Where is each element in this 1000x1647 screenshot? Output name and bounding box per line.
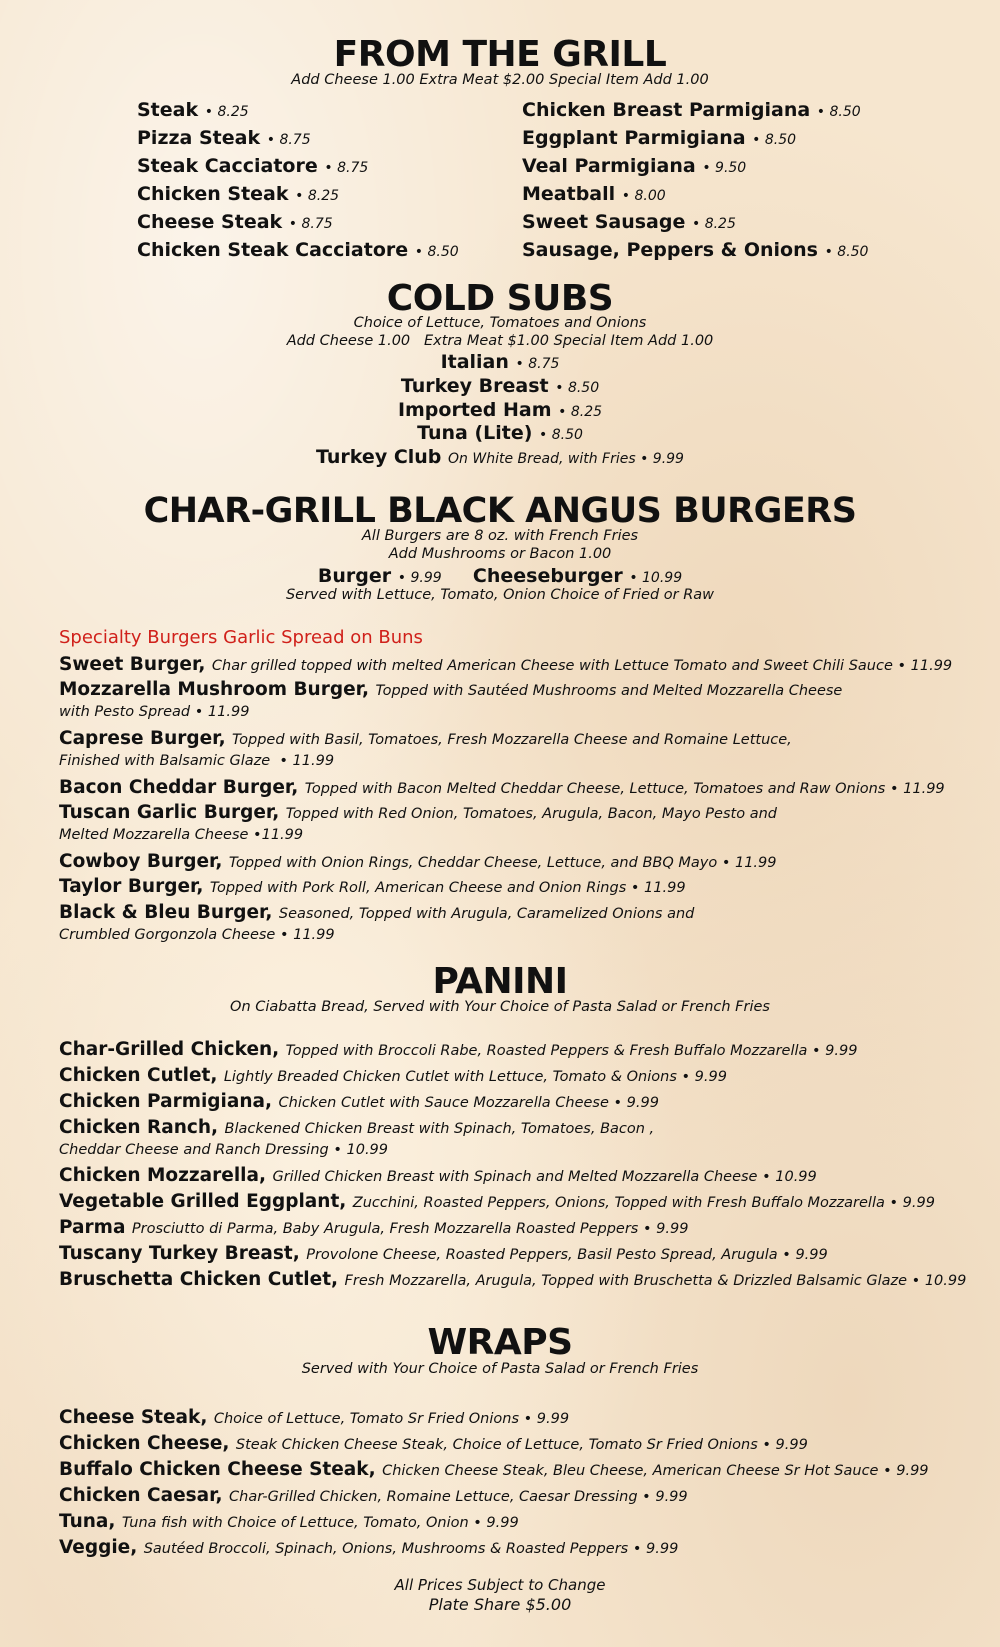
item-name: Sweet Burger, xyxy=(59,654,206,675)
item-name: Sausage, Peppers & Onions xyxy=(522,239,818,261)
item-description: Steak Chicken Cheese Steak, Choice of Lettuce, Tomato Sr Fried Onions • 9.99 xyxy=(235,1437,808,1453)
list-item xyxy=(59,1459,959,1485)
item-name: Black & Bleu Burger, xyxy=(59,902,273,923)
item-description: Char grilled topped with melted American Cheese with Lettuce Tomato and Sweet Chili Sauce • 11.99 xyxy=(211,658,953,674)
item-description: On White Bread, with Fries • 9.99 xyxy=(448,451,684,467)
item-name: Turkey Breast xyxy=(400,375,549,397)
list-item xyxy=(59,851,959,876)
item-price: • 8.50 xyxy=(824,244,869,260)
item-price: • 8.25 xyxy=(691,216,736,232)
item-name: Pizza Steak xyxy=(137,127,261,149)
wraps-title: WRAPS xyxy=(427,1322,573,1363)
list-item xyxy=(59,1217,959,1243)
item-description: Chicken Cutlet with Sauce Mozzarella Cheese • 9.99 xyxy=(278,1095,659,1111)
menu-item xyxy=(0,351,1000,373)
list-item xyxy=(59,1243,959,1269)
menu-item xyxy=(137,155,459,183)
item-name: Bruschetta Chicken Cutlet, xyxy=(59,1269,339,1290)
item-price: • 9.99 xyxy=(397,570,442,586)
burgers-title: CHAR-GRILL BLACK ANGUS BURGERS xyxy=(143,491,857,531)
menu-item xyxy=(137,183,459,211)
item-name: Veal Parmigiana xyxy=(522,155,696,177)
item-name: Vegetable Grilled Eggplant, xyxy=(59,1191,347,1212)
cold-subs-subtitle-1: Choice of Lettuce, Tomatoes and Onions xyxy=(353,315,647,331)
item-name: Mozzarella Mushroom Burger, xyxy=(59,679,370,700)
grill-right-column xyxy=(522,99,868,267)
item-price: • 8.25 xyxy=(295,188,340,204)
item-price: • 8.75 xyxy=(324,160,369,176)
list-item xyxy=(59,1191,959,1217)
item-description: Grilled Chicken Breast with Spinach and Melted Mozzarella Cheese • 10.99 xyxy=(272,1169,817,1185)
item-description: Lightly Breaded Chicken Cutlet with Lettuce, Tomato & Onions • 9.99 xyxy=(223,1069,727,1085)
item-description: Topped with Bacon Melted Cheddar Cheese, Lettuce, Tomatoes and Raw Onions • 11.99 xyxy=(304,781,945,797)
item-description: Choice of Lettuce, Tomato Sr Fried Onions • 9.99 xyxy=(213,1411,570,1427)
item-price: • 8.50 xyxy=(752,132,797,148)
item-description: Topped with Sautéed Mushrooms and Melted Mozzarella Cheese xyxy=(375,683,843,699)
item-description: Topped with Onion Rings, Cheddar Cheese, Lettuce, and BBQ Mayo • 11.99 xyxy=(228,855,777,871)
item-price: • 8.25 xyxy=(204,104,249,120)
item-name: Tuscan Garlic Burger, xyxy=(59,802,280,823)
wraps-list xyxy=(59,1407,959,1563)
menu-item xyxy=(522,155,868,183)
item-description-cont: Cheddar Cheese and Ranch Dressing • 10.99 xyxy=(59,1142,389,1158)
grill-title: FROM THE GRILL xyxy=(333,34,667,75)
item-name: Chicken Ranch, xyxy=(59,1117,219,1138)
plate-share-note: Plate Share $5.00 xyxy=(428,1595,572,1614)
item-description: Blackened Chicken Breast with Spinach, Tomatoes, Bacon , xyxy=(224,1121,655,1137)
item-name: Tuscany Turkey Breast, xyxy=(59,1243,300,1264)
burgers-served-note: Served with Lettuce, Tomato, Onion Choice of Fried or Raw xyxy=(285,587,715,603)
item-name: Taylor Burger, xyxy=(59,876,204,897)
item-name: Imported Ham xyxy=(397,399,552,421)
item-name: Burger xyxy=(317,565,392,587)
item-description: Char-Grilled Chicken, Romaine Lettuce, Caesar Dressing • 9.99 xyxy=(229,1489,688,1505)
item-description: Prosciutto di Parma, Baby Arugula, Fresh Mozzarella Roasted Peppers • 9.99 xyxy=(131,1221,689,1237)
item-name: Cheeseburger xyxy=(472,565,623,587)
item-name: Cheese Steak, xyxy=(59,1407,208,1428)
list-item xyxy=(59,876,959,902)
item-name: Char-Grilled Chicken, xyxy=(59,1039,280,1060)
item-description: Provolone Cheese, Roasted Peppers, Basil Pesto Spread, Arugula • 9.99 xyxy=(306,1247,828,1263)
specialty-heading: Specialty Burgers Garlic Spread on Buns xyxy=(59,627,423,648)
panini-list xyxy=(59,1039,967,1295)
item-name: Chicken Breast Parmigiana xyxy=(522,99,811,121)
item-name: Cheese Steak xyxy=(137,211,283,233)
item-description: Topped with Red Onion, Tomatoes, Arugula, Bacon, Mayo Pesto and xyxy=(285,806,777,822)
item-price: • 8.00 xyxy=(621,188,666,204)
menu-item xyxy=(137,211,459,239)
item-price: • 8.75 xyxy=(515,356,560,372)
panini-title: PANINI xyxy=(432,961,568,1002)
item-name: Turkey Club xyxy=(316,446,442,468)
item-price: • 8.50 xyxy=(816,104,861,120)
item-price: • 10.99 xyxy=(629,570,683,586)
item-description-cont: Crumbled Gorgonzola Cheese • 11.99 xyxy=(59,927,335,943)
menu-item xyxy=(0,399,1000,421)
cold-subs-subtitle-2: Add Cheese 1.00 Extra Meat $1.00 Special Item Add 1.00 xyxy=(286,333,714,349)
menu-item xyxy=(522,127,868,155)
item-description: Topped with Broccoli Rabe, Roasted Peppers & Fresh Buffalo Mozzarella • 9.99 xyxy=(285,1043,858,1059)
item-name: Sweet Sausage xyxy=(522,211,686,233)
item-price: • 8.50 xyxy=(539,427,583,443)
list-item xyxy=(59,802,959,827)
item-description: Fresh Mozzarella, Arugula, Topped with Bruschetta & Drizzled Balsamic Glaze • 10.99 xyxy=(344,1273,967,1289)
item-name: Veggie, xyxy=(59,1537,138,1558)
item-price: • 9.50 xyxy=(702,160,747,176)
cold-subs-title: COLD SUBS xyxy=(386,278,614,319)
item-name: Chicken Mozzarella, xyxy=(59,1165,267,1186)
item-name: Steak Cacciatore xyxy=(137,155,318,177)
item-name: Chicken Parmigiana, xyxy=(59,1091,273,1112)
item-description: Tuna fish with Choice of Lettuce, Tomato, Onion • 9.99 xyxy=(121,1515,519,1531)
list-item xyxy=(59,1407,959,1433)
list-item xyxy=(59,1511,959,1537)
item-price: • 8.75 xyxy=(266,132,311,148)
list-item xyxy=(59,1039,959,1065)
list-item xyxy=(59,1065,959,1091)
item-price: • 8.25 xyxy=(558,404,603,420)
list-item xyxy=(59,902,959,927)
item-name: Caprese Burger, xyxy=(59,728,226,749)
item-name: Bacon Cheddar Burger, xyxy=(59,777,299,798)
list-item xyxy=(59,1117,959,1142)
grill-subtitle: Add Cheese 1.00 Extra Meat $2.00 Special Item Add 1.00 xyxy=(291,72,709,88)
specialty-list xyxy=(59,654,959,951)
list-item xyxy=(59,728,959,753)
item-name: Chicken Cutlet, xyxy=(59,1065,218,1086)
item-price: • 8.75 xyxy=(288,216,333,232)
item-name: Buffalo Chicken Cheese Steak, xyxy=(59,1459,376,1480)
list-item xyxy=(59,679,959,704)
item-description: Topped with Basil, Tomatoes, Fresh Mozzarella Cheese and Romaine Lettuce, xyxy=(232,732,792,748)
item-name: Cowboy Burger, xyxy=(59,851,223,872)
panini-subtitle: On Ciabatta Bread, Served with Your Choice of Pasta Salad or French Fries xyxy=(230,999,770,1015)
item-description: Topped with Pork Roll, American Cheese and Onion Rings • 11.99 xyxy=(209,880,686,896)
item-name: Meatball xyxy=(522,183,616,205)
item-description-cont: with Pesto Spread • 11.99 xyxy=(59,704,250,720)
list-item xyxy=(59,1485,959,1511)
menu-item xyxy=(0,422,1000,444)
item-name: Italian xyxy=(440,351,509,373)
menu-item xyxy=(137,239,459,267)
menu-item xyxy=(0,375,1000,397)
menu-item xyxy=(137,127,459,155)
menu-item xyxy=(522,183,868,211)
grill-left-column xyxy=(137,99,459,267)
list-item xyxy=(59,1433,959,1459)
item-name: Eggplant Parmigiana xyxy=(522,127,746,149)
burgers-subtitle-2: Add Mushrooms or Bacon 1.00 xyxy=(388,546,612,562)
item-name: Tuna, xyxy=(59,1511,116,1532)
item-name: Chicken Cheese, xyxy=(59,1433,230,1454)
list-item xyxy=(59,1165,959,1191)
item-price: • 8.50 xyxy=(414,244,459,260)
wraps-subtitle: Served with Your Choice of Pasta Salad or French Fries xyxy=(301,1361,699,1377)
item-name: Chicken Steak xyxy=(137,183,289,205)
burger-prices-row xyxy=(0,565,1000,587)
prices-note: All Prices Subject to Change xyxy=(394,1576,606,1594)
item-description-cont: Finished with Balsamic Glaze • 11.99 xyxy=(59,753,335,769)
list-item xyxy=(59,1537,959,1563)
menu-item xyxy=(522,99,868,127)
item-description: Chicken Cheese Steak, Bleu Cheese, American Cheese Sr Hot Sauce • 9.99 xyxy=(382,1463,929,1479)
list-item xyxy=(59,777,959,802)
menu-item xyxy=(522,211,868,239)
burgers-subtitle-1: All Burgers are 8 oz. with French Fries xyxy=(361,528,639,544)
item-name: Steak xyxy=(137,99,199,121)
item-name: Tuna (Lite) xyxy=(417,422,533,444)
item-description-cont: Melted Mozzarella Cheese •11.99 xyxy=(59,827,304,843)
item-name: Chicken Steak Cacciatore xyxy=(137,239,409,261)
item-name: Parma xyxy=(59,1217,126,1238)
menu-item xyxy=(137,99,459,127)
list-item xyxy=(59,1269,967,1295)
item-description: Zucchini, Roasted Peppers, Onions, Topped with Fresh Buffalo Mozzarella • 9.99 xyxy=(352,1195,935,1211)
list-item xyxy=(59,1091,959,1117)
menu-item xyxy=(0,446,1000,468)
item-description: Sautéed Broccoli, Spinach, Onions, Mushrooms & Roasted Peppers • 9.99 xyxy=(143,1541,679,1557)
menu-item xyxy=(522,239,868,267)
item-description: Seasoned, Topped with Arugula, Caramelized Onions and xyxy=(278,906,695,922)
item-price: • 8.50 xyxy=(555,380,600,396)
item-name: Chicken Caesar, xyxy=(59,1485,223,1506)
list-item xyxy=(59,654,959,679)
